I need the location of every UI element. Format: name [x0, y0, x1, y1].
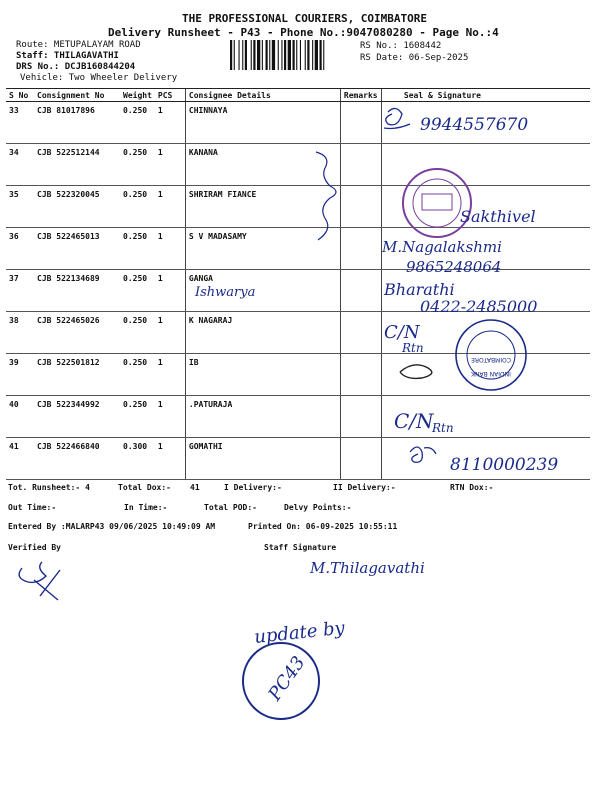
cell-weight: 0.250 [120, 228, 155, 270]
cell-sno: 38 [6, 312, 34, 354]
cell-consignment: CJB 522344992 [34, 396, 120, 438]
cell-sno: 37 [6, 270, 34, 312]
cell-consignment: CJB 522466840 [34, 438, 120, 480]
col-remarks: Remarks [340, 89, 381, 102]
cell-seal [381, 270, 590, 312]
rtn-dox: RTN Dox:- [450, 483, 494, 492]
barcode-bar [296, 40, 297, 70]
barcode-bar [320, 40, 322, 70]
cell-pcs: 1 [155, 186, 186, 228]
total-dox-value: 41 [190, 483, 200, 492]
barcode-bar [269, 40, 270, 70]
col-consignee: Consignee Details [185, 89, 340, 102]
cell-pcs: 1 [155, 228, 186, 270]
barcode-bar [323, 40, 324, 70]
cell-remarks [340, 144, 381, 186]
cell-consignee: K NAGARAJ [185, 312, 340, 354]
hw-rtn-38: Rtn [402, 341, 424, 355]
pc43-stamp [243, 643, 319, 719]
barcode-bar [307, 40, 309, 70]
cell-seal [381, 438, 590, 480]
total-pod: Total POD:- [204, 503, 257, 512]
cell-seal [381, 396, 590, 438]
cell-consignment: CJB 522465026 [34, 312, 120, 354]
table-row [6, 396, 590, 438]
cell-consignee: SHRIRAM FIANCE [185, 186, 340, 228]
cell-weight: 0.250 [120, 396, 155, 438]
rs-number: RS No.: 1608442 [360, 41, 442, 51]
cell-pcs: 1 [155, 396, 186, 438]
col-sno: S No [6, 89, 34, 102]
barcode-bar [281, 40, 282, 70]
cell-pcs: 1 [155, 270, 186, 312]
cell-remarks [340, 270, 381, 312]
hw-staff-signature: M.Thilagavathi [310, 559, 425, 577]
table-header-row [6, 89, 590, 102]
staff-signature-label: Staff Signature [264, 543, 337, 552]
table-row [6, 438, 590, 480]
hw-cn-38: C/N [384, 322, 420, 343]
cell-consignment: CJB 522512144 [34, 144, 120, 186]
cell-remarks [340, 396, 381, 438]
cell-remarks [340, 438, 381, 480]
cell-seal [381, 144, 590, 186]
barcode-bar [239, 40, 240, 70]
table-row [6, 102, 590, 144]
runsheet-table [6, 88, 590, 480]
cell-weight: 0.250 [120, 186, 155, 228]
cell-weight: 0.250 [120, 312, 155, 354]
cell-sno: 33 [6, 102, 34, 144]
col-seal: Seal & Signature [381, 89, 590, 102]
table-row [6, 228, 590, 270]
cell-consignment: CJB 81017896 [34, 102, 120, 144]
cell-sno: 34 [6, 144, 34, 186]
runsheet-title: Delivery Runsheet - P43 - Phone No.:9047080280 - Page No.:4 [108, 26, 499, 39]
cell-consignee: KANANA [185, 144, 340, 186]
col-pcs: PCS [155, 89, 186, 102]
cell-consignment: CJB 522320045 [34, 186, 120, 228]
barcode-bar [293, 40, 295, 70]
i-delivery: I Delivery:- [224, 483, 282, 492]
barcode-bar [272, 40, 275, 70]
verified-by-signature [19, 562, 60, 600]
cell-consignment: CJB 522134689 [34, 270, 120, 312]
hw-phone-36: 9865248064 [406, 258, 502, 276]
rs-date: RS Date: 06-Sep-2025 [360, 53, 469, 63]
table-row [6, 144, 590, 186]
barcode-bar [251, 40, 252, 70]
table-row [6, 186, 590, 228]
cell-seal [381, 186, 590, 228]
cell-remarks [340, 354, 381, 396]
cell-consignee: CHINNAYA [185, 102, 340, 144]
cell-remarks [340, 228, 381, 270]
hw-nagalakshmi: M.Nagalakshmi [382, 238, 502, 256]
barcode [230, 40, 355, 70]
barcode-bar [305, 40, 306, 70]
drs-number: DRS No.: DCJB160844204 [16, 62, 136, 72]
col-weight: Weight [120, 89, 155, 102]
cell-consignee: .PATURAJA [185, 396, 340, 438]
printed-on: Printed On: 06-09-2025 10:55:11 [248, 522, 398, 531]
barcode-bar [262, 40, 263, 70]
cell-consignee: S V MADASAMY [185, 228, 340, 270]
barcode-bar [278, 40, 279, 70]
cell-consignee: GANGA [185, 270, 340, 312]
cell-weight: 0.250 [120, 144, 155, 186]
cell-remarks [340, 186, 381, 228]
cell-seal [381, 354, 590, 396]
cell-pcs: 1 [155, 438, 186, 480]
ii-delivery: II Delivery:- [333, 483, 396, 492]
out-time: Out Time:- [8, 503, 57, 512]
cell-weight: 0.250 [120, 102, 155, 144]
hw-ishwarya: Ishwarya [195, 285, 256, 300]
barcode-bar [284, 40, 286, 70]
route: Route: METUPALAYAM ROAD [16, 40, 141, 50]
hw-phone-33: 9944557670 [420, 115, 529, 135]
company-name: THE PROFESSIONAL COURIERS, COIMBATORE [182, 12, 428, 25]
tot-runsheet: Tot. Runsheet:- 4 [8, 483, 90, 492]
total-dox-label: Total Dox:- [118, 483, 171, 492]
col-consignment: Consignment No [34, 89, 120, 102]
entered-by: Entered By :MALARP43 09/06/2025 10:49:09 AM [8, 522, 216, 531]
table-row [6, 354, 590, 396]
cell-seal [381, 228, 590, 270]
hw-sakthivel: Sakthivel [460, 207, 536, 226]
cell-sno: 40 [6, 396, 34, 438]
delvy-points: Delvy Points:- [284, 503, 352, 512]
cell-consignee: GOMATHI [185, 438, 340, 480]
cell-pcs: 1 [155, 354, 186, 396]
hw-bharathi: Bharathi [384, 280, 455, 299]
cell-sno: 36 [6, 228, 34, 270]
cell-seal [381, 312, 590, 354]
barcode-bar [315, 40, 318, 70]
hw-cn-40: C/N [394, 409, 434, 433]
hw-phone-37: 0422-2485000 [420, 297, 538, 316]
barcode-bar [253, 40, 255, 70]
cell-consignment: CJB 522465013 [34, 228, 120, 270]
hw-update-by: update by [253, 617, 346, 648]
cell-weight: 0.250 [120, 270, 155, 312]
cell-seal [381, 102, 590, 144]
barcode-bar [230, 40, 232, 70]
cell-weight: 0.250 [120, 354, 155, 396]
cell-consignee: IB [185, 354, 340, 396]
hw-pc43: PC43 [264, 652, 310, 705]
cell-consignment: CJB 522501812 [34, 354, 120, 396]
barcode-bar [234, 40, 235, 70]
cell-weight: 0.300 [120, 438, 155, 480]
bank-stamp-city: COIMBATORE [471, 356, 511, 363]
in-time: In Time:- [124, 503, 168, 512]
barcode-bar [245, 40, 247, 70]
cell-sno: 41 [6, 438, 34, 480]
barcode-bar [312, 40, 313, 70]
table-row [6, 312, 590, 354]
cell-remarks [340, 102, 381, 144]
vehicle: Vehicle: Two Wheeler Delivery [20, 73, 178, 83]
hw-rtn-40: Rtn [432, 421, 454, 435]
staff: Staff: THILAGAVATHI [16, 51, 119, 61]
cell-pcs: 1 [155, 144, 186, 186]
verified-by: Verified By [8, 543, 61, 552]
barcode-bar [257, 40, 260, 70]
cell-pcs: 1 [155, 102, 186, 144]
cell-sno: 35 [6, 186, 34, 228]
cell-remarks [340, 312, 381, 354]
table-row [6, 270, 590, 312]
bank-stamp-name: INDIAN BANK [471, 370, 511, 377]
barcode-bar [266, 40, 268, 70]
cell-sno: 39 [6, 354, 34, 396]
barcode-bar [242, 40, 243, 70]
hw-phone-41: 8110000239 [450, 455, 559, 475]
cell-pcs: 1 [155, 312, 186, 354]
barcode-bar [300, 40, 301, 70]
barcode-bar [288, 40, 291, 70]
